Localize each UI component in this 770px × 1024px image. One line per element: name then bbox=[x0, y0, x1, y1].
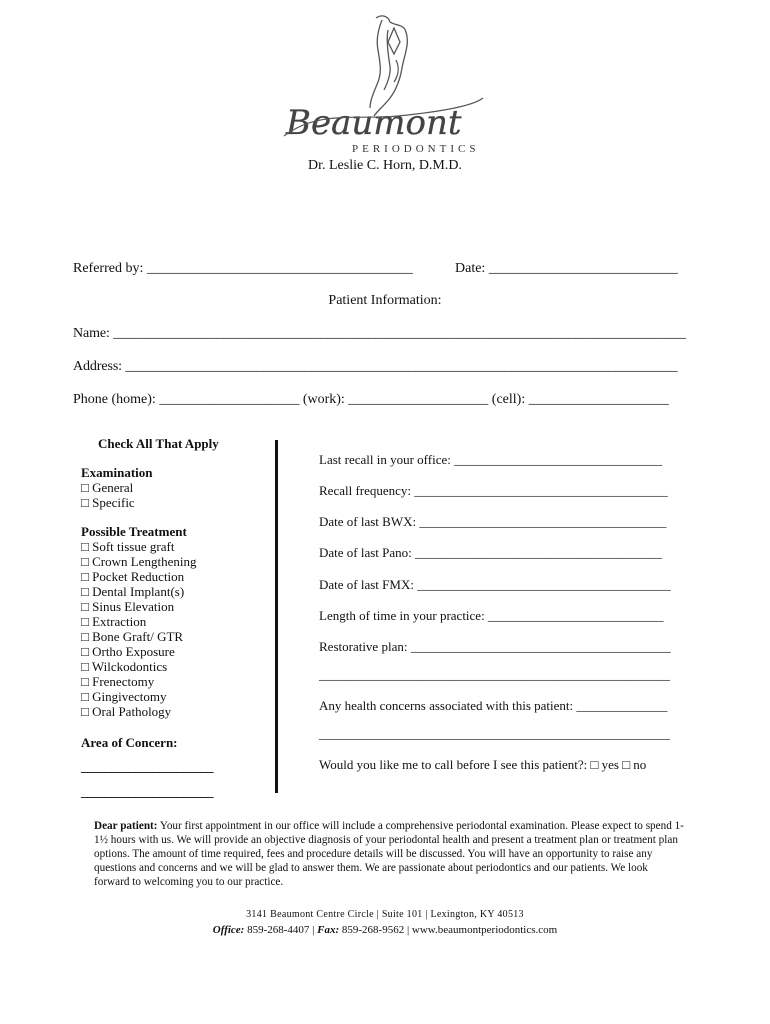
health-concerns-field[interactable]: Any health concerns associated with this patient: ______________ bbox=[319, 698, 668, 713]
checkbox-specific[interactable]: □ Specific bbox=[81, 495, 135, 510]
office-number: 859-268-4407 | bbox=[244, 924, 318, 936]
office-label: Office: bbox=[212, 924, 245, 936]
checkbox-crown-lengthening[interactable]: □ Crown Lengthening bbox=[81, 554, 197, 569]
address-field[interactable]: Address: ________________________________________________________________________________ bbox=[73, 359, 678, 374]
referred-by-field[interactable]: Referred by: ______________________________________ bbox=[73, 261, 413, 276]
patient-information-title: Patient Information: bbox=[328, 293, 442, 308]
checkbox-dental-implants[interactable]: □ Dental Implant(s) bbox=[81, 584, 185, 599]
last-fmx-field[interactable]: Date of last FMX: _______________________________________ bbox=[319, 577, 671, 592]
checkbox-frenectomy[interactable]: □ Frenectomy bbox=[81, 674, 155, 689]
footer-contact bbox=[0, 924, 770, 936]
last-bwx-field[interactable]: Date of last BWX: ______________________________________ bbox=[319, 514, 667, 529]
checkbox-pocket-reduction[interactable]: □ Pocket Reduction bbox=[81, 569, 185, 584]
checkbox-gingivectomy[interactable]: □ Gingivectomy bbox=[81, 689, 167, 704]
name-field[interactable]: Name: ___________________________________________________________________________________ bbox=[73, 326, 686, 341]
checkbox-oral-pathology[interactable]: □ Oral Pathology bbox=[81, 704, 172, 719]
logo-subtitle: PERIODONTICS bbox=[352, 143, 480, 155]
checkbox-bone-graft-gtr[interactable]: □ Bone Graft/ GTR bbox=[81, 629, 184, 644]
patient-letter bbox=[94, 819, 684, 889]
checkbox-ortho-exposure[interactable]: □ Ortho Exposure bbox=[81, 644, 175, 659]
checkbox-sinus-elevation[interactable]: □ Sinus Elevation bbox=[81, 599, 175, 614]
examination-heading: Examination bbox=[81, 465, 153, 480]
treatment-heading: Possible Treatment bbox=[81, 524, 187, 539]
date-field[interactable]: Date: ___________________________ bbox=[455, 261, 678, 276]
checkbox-soft-tissue-graft[interactable]: □ Soft tissue graft bbox=[81, 539, 175, 554]
health-concerns-line-2[interactable]: ______________________________________________________ bbox=[319, 726, 670, 741]
area-of-concern-line-2[interactable]: ______________________ bbox=[81, 784, 213, 799]
phone-field[interactable]: Phone (home): ____________________ (work): ____________________ (cell): ____________________ bbox=[73, 392, 669, 407]
restorative-plan-line-2[interactable]: ______________________________________________________ bbox=[319, 667, 670, 682]
length-of-time-field[interactable]: Length of time in your practice: ___________________________ bbox=[319, 608, 664, 623]
call-before-field[interactable]: Would you like me to call before I see this patient?: □ yes □ no bbox=[319, 757, 647, 772]
checkbox-general[interactable]: □ General bbox=[81, 480, 134, 495]
fax-label: Fax: bbox=[317, 924, 340, 936]
last-recall-field[interactable]: Last recall in your office: ________________________________ bbox=[319, 452, 663, 467]
footer-address: 3141 Beaumont Centre Circle | Suite 101 | Lexington, KY 40513 bbox=[246, 909, 524, 920]
recall-frequency-field[interactable]: Recall frequency: _______________________________________ bbox=[319, 483, 668, 498]
doctor-name: Dr. Leslie C. Horn, D.M.D. bbox=[308, 158, 462, 173]
logo-wordmark: Beaumont bbox=[286, 103, 462, 143]
letter-body: Your first appointment in our office will include a comprehensive periodontal examination. Please expect to spend 1-1½ hours with us. We will provide an objective diagnosis of your periodontal health and present a treatment plan or treatment plan options. The amount of time required, fees and procedure details will be discussed. You will have an opportunity to raise any questions and concerns and we will be glad to answer them. We are passionate about periodontics and our patients. We look forward to welcoming you to our practice. bbox=[94, 820, 684, 888]
checkbox-extraction[interactable]: □ Extraction bbox=[81, 614, 147, 629]
restorative-plan-field[interactable]: Restorative plan: ________________________________________ bbox=[319, 639, 671, 654]
column-divider bbox=[275, 440, 278, 793]
letter-greeting: Dear patient: bbox=[94, 820, 158, 832]
area-of-concern-line-1[interactable]: ______________________ bbox=[81, 759, 213, 774]
area-of-concern-heading: Area of Concern: bbox=[81, 735, 178, 750]
last-pano-field[interactable]: Date of last Pano: ______________________________________ bbox=[319, 545, 663, 560]
checklist-column bbox=[81, 436, 266, 799]
beaumont-logo bbox=[278, 10, 493, 145]
fax-and-website: 859-268-9562 | www.beaumontperiodontics.com bbox=[339, 924, 558, 936]
checkbox-wilckodontics[interactable]: □ Wilckodontics bbox=[81, 659, 168, 674]
check-all-title: Check All That Apply bbox=[98, 436, 219, 451]
